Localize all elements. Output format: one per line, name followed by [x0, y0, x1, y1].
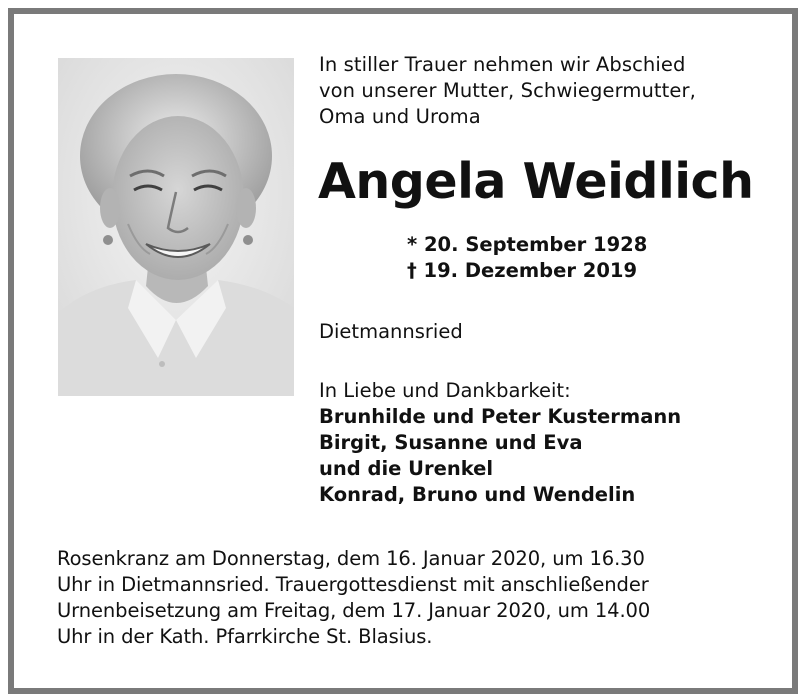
mourner-names: und die Urenkel [319, 457, 494, 480]
death-date: † 19. Dezember 2019 [407, 259, 638, 282]
place-of-residence: Dietmannsried [319, 320, 463, 343]
intro-line: Oma und Uroma [319, 105, 481, 128]
mourner-names: Birgit, Susanne und Eva [319, 431, 583, 454]
service-line: Urnenbeisetzung am Freitag, dem 17. Januar 2020, um 14.00 [57, 599, 651, 622]
deceased-name: Angela Weidlich [318, 153, 754, 210]
obituary-frame [8, 8, 798, 694]
mourners-lead: In Liebe und Dankbarkeit: [319, 379, 571, 402]
service-line: Uhr in Dietmannsried. Trauergottesdienst mit anschließender [57, 573, 649, 596]
life-dates [407, 232, 647, 284]
service-line: Uhr in der Kath. Pfarrkirche St. Blasius. [57, 625, 433, 648]
intro-line: von unserer Mutter, Schwiegermutter, [319, 79, 696, 102]
intro-text [319, 52, 779, 130]
mourner-names: Brunhilde und Peter Kustermann [319, 405, 682, 428]
intro-line: In stiller Trauer nehmen wir Abschied [319, 53, 686, 76]
service-line: Rosenkranz am Donnerstag, dem 16. Januar 2020, um 16.30 [57, 547, 645, 570]
service-details [57, 546, 782, 650]
mourner-names: Konrad, Bruno und Wendelin [319, 483, 636, 506]
birth-date: * 20. September 1928 [407, 233, 648, 256]
mourners-list [319, 378, 681, 508]
portrait-photo [58, 58, 294, 396]
